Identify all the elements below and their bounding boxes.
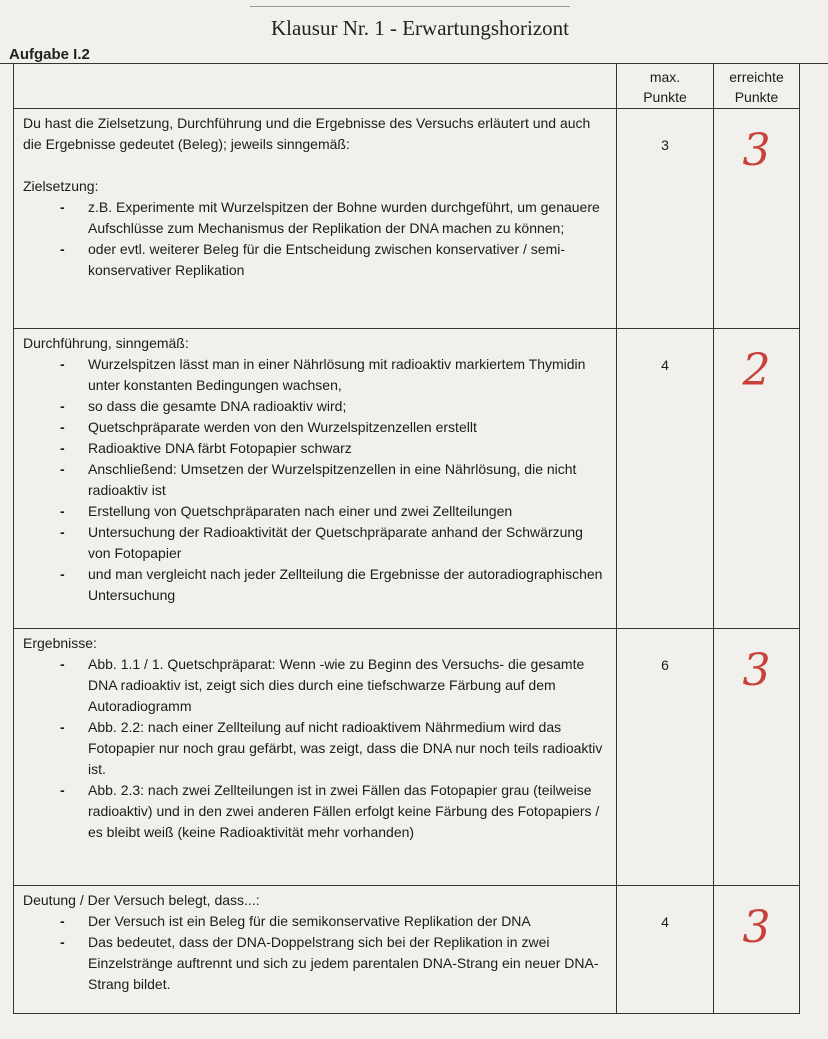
criteria-cell [14, 629, 617, 886]
grading-table [13, 63, 800, 1014]
list-item: - und man vergleicht nach jeder Zellteilung die Ergebnisse der autoradiographischen Untersuchung [23, 564, 608, 606]
section-heading: Zielsetzung: [23, 178, 99, 194]
table-row-ergebnisse [14, 629, 800, 886]
achieved-points-header [714, 64, 800, 109]
bullet-list [23, 354, 608, 606]
achieved-points-cell [714, 886, 800, 1014]
max-points-cell [617, 886, 714, 1014]
max-points-cell [617, 329, 714, 629]
table-row-zielsetzung [14, 109, 800, 329]
list-item: - Abb. 2.2: nach einer Zellteilung auf nicht radioaktivem Nährmedium wird das Fotopapier nur noch grau gefärbt, was zeigt, dass die DNA nur noch teils radioaktiv ist. [23, 717, 608, 780]
handwritten-score: 3 [742, 902, 771, 953]
bullet-list [23, 654, 608, 843]
list-item: - Untersuchung der Radioaktivität der Quetschpräparate anhand der Schwärzung von Fotopapier [23, 522, 608, 564]
bullet-list [23, 911, 608, 995]
handwritten-score: 3 [742, 645, 771, 696]
task-label: Aufgabe I.2 [9, 46, 90, 63]
handwritten-score: 3 [742, 125, 771, 176]
list-item: - Der Versuch ist ein Beleg für die semikonservative Replikation der DNA [23, 911, 608, 932]
row-intro: Du hast die Zielsetzung, Durchführung und die Ergebnisse des Versuchs erläutert und auch die Ergebnisse gedeutet (Beleg); jeweils sinngemäß: [23, 115, 591, 152]
max-points-value: 3 [661, 137, 669, 153]
list-item: - z.B. Experimente mit Wurzelspitzen der Bohne wurden durchgeführt, um genauere Aufschlüsse zum Mechanismus der Replikation der DNA machen zu können; [23, 197, 608, 239]
max-points-header [617, 64, 714, 109]
max-points-value: 4 [661, 914, 669, 930]
max-points-cell [617, 629, 714, 886]
list-item: - oder evtl. weiterer Beleg für die Entscheidung zwischen konservativer / semi-konservativer Replikation [23, 239, 608, 281]
max-points-label-1: max. [649, 69, 681, 85]
document-title: Klausur Nr. 1 - Erwartungshorizont [270, 16, 570, 40]
achieved-points-label-2: Punkte [734, 89, 779, 105]
table-row-durchfuehrung [14, 329, 800, 629]
achieved-points-cell [714, 109, 800, 329]
list-item: - Abb. 1.1 / 1. Quetschpräparat: Wenn -wie zu Beginn des Versuchs- die gesamte DNA radioaktiv ist, zeigt sich dies durch eine tiefschwarze Färbung auf dem Autoradiogramm [23, 654, 608, 717]
criteria-cell [14, 329, 617, 629]
achieved-points-cell [714, 329, 800, 629]
section-heading: Ergebnisse: [23, 635, 97, 651]
table-row-deutung [14, 886, 800, 1014]
list-item: - Abb. 2.3: nach zwei Zellteilungen ist in zwei Fällen das Fotopapier grau (teilweise radioaktiv) und in den zwei anderen Fällen erfolgt keine Färbung des Fotopapiers / es bleibt weiß (keine Radioaktivität mehr vorhanden) [23, 780, 608, 843]
list-item: - Anschließend: Umsetzen der Wurzelspitzenzellen in eine Nährlösung, die nicht radioaktiv ist [23, 459, 608, 501]
section-heading: Durchführung, sinngemäß: [23, 335, 189, 351]
list-item: - Erstellung von Quetschpräparaten nach einer und zwei Zellteilungen [23, 501, 608, 522]
bullet-list [23, 197, 608, 281]
max-points-value: 4 [661, 357, 669, 373]
criteria-cell [14, 109, 617, 329]
achieved-points-cell [714, 629, 800, 886]
list-item: - Radioaktive DNA färbt Fotopapier schwarz [23, 438, 608, 459]
list-item: - so dass die gesamte DNA radioaktiv wird; [23, 396, 608, 417]
table-header-row [14, 64, 800, 109]
max-points-cell [617, 109, 714, 329]
handwritten-score: 2 [742, 345, 771, 396]
section-heading: Deutung / Der Versuch belegt, dass...: [23, 892, 260, 908]
criteria-cell [14, 886, 617, 1014]
criteria-header-cell [14, 64, 617, 109]
list-item: - Quetschpräparate werden von den Wurzelspitzenzellen erstellt [23, 417, 608, 438]
top-header-strip [250, 0, 570, 7]
max-points-label-2: Punkte [643, 89, 687, 105]
list-item: - Wurzelspitzen lässt man in einer Nährlösung mit radioaktiv markiertem Thymidin unter konstanten Bedingungen wachsen, [23, 354, 608, 396]
list-item: - Das bedeutet, dass der DNA-Doppelstrang sich bei der Replikation in zwei Einzelstränge auftrennt und sich zu jedem parentalen DNA-Strang ein neuer DNA-Strang bildet. [23, 932, 608, 995]
achieved-points-label-1: erreichte [729, 69, 784, 85]
max-points-value: 6 [661, 657, 669, 673]
